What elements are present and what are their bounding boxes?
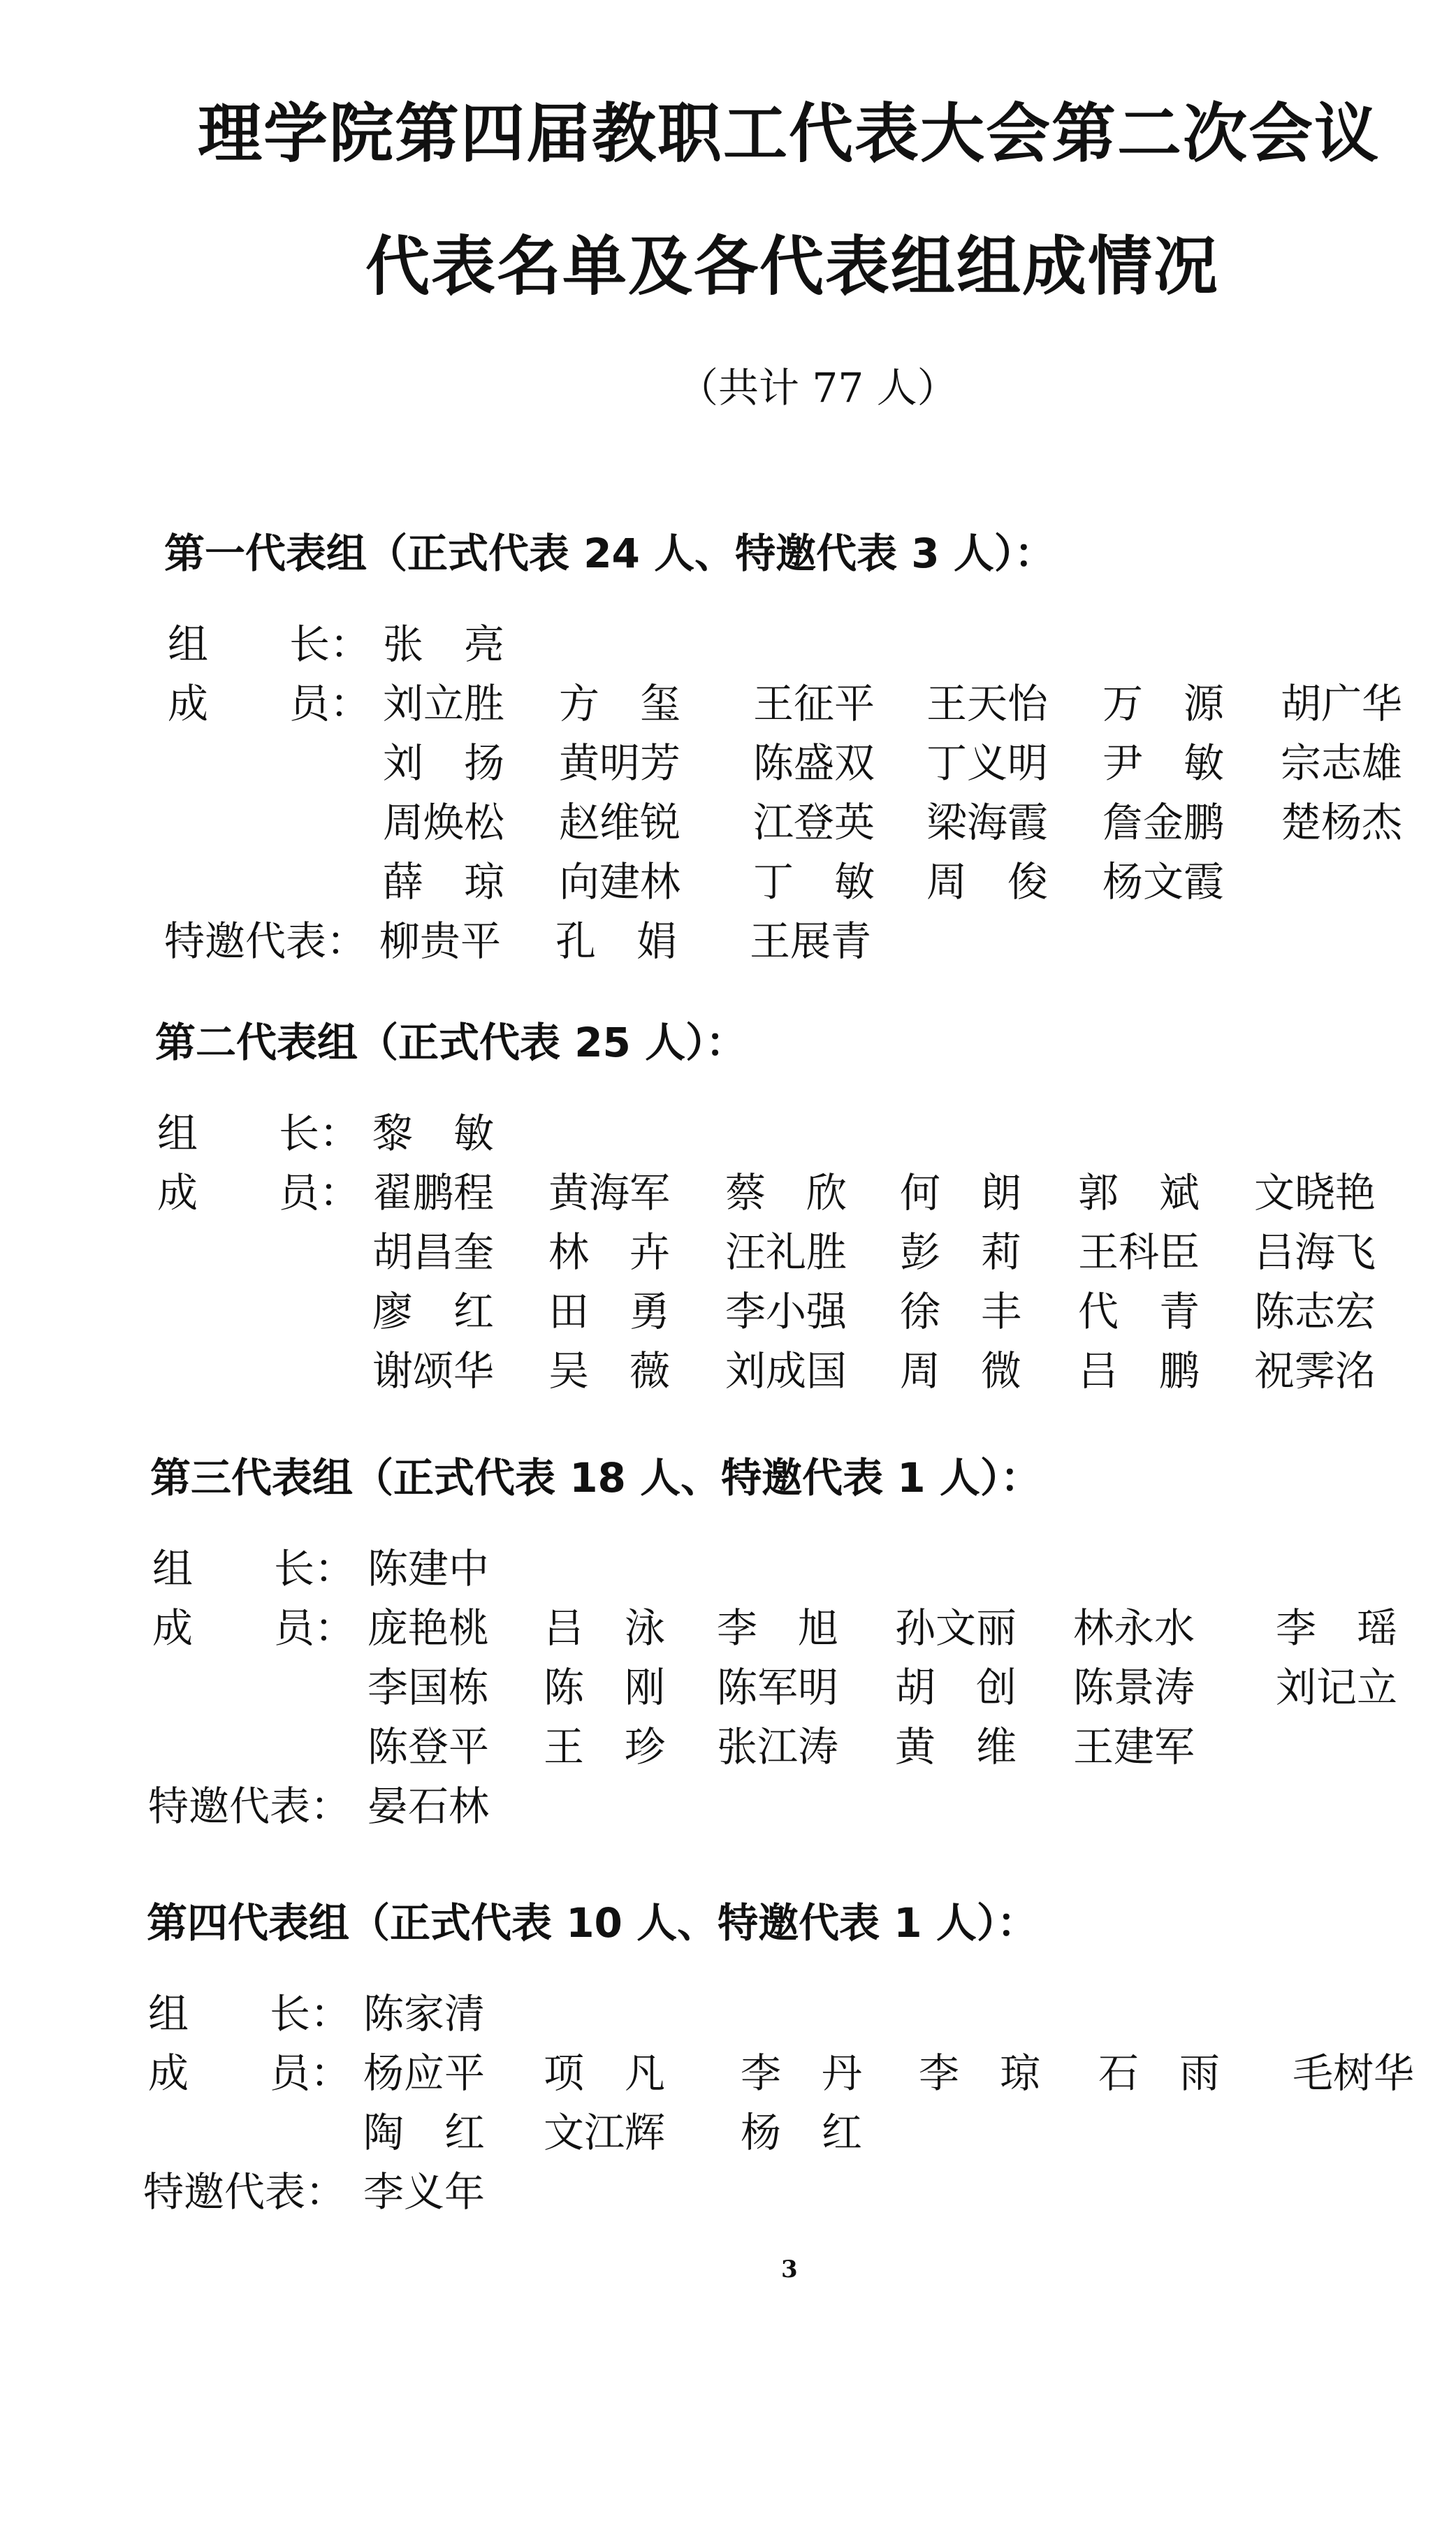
member-name: 刘成国 [725, 1347, 847, 1395]
group-heading: 第四代表组（正式代表 10 人、特邀代表 1 人）： [147, 1899, 1038, 1947]
leader-label: 组 长： [148, 1990, 351, 2038]
invited-name: 柳贵平 [379, 917, 502, 965]
member-name: 宗志雄 [1281, 739, 1403, 787]
leader-name: 黎 敏 [372, 1110, 495, 1157]
member-name: 赵维锐 [559, 799, 681, 846]
leader-label: 组 长： [157, 1110, 361, 1157]
page-number: 3 [781, 2256, 798, 2283]
member-name: 何 朗 [900, 1169, 1022, 1216]
member-name: 文晓艳 [1254, 1169, 1376, 1216]
member-name: 文江辉 [544, 2109, 666, 2156]
member-name: 刘立胜 [383, 680, 505, 727]
leader-name: 张 亮 [383, 620, 505, 668]
member-name: 刘 扬 [383, 739, 505, 787]
member-name: 谢颂华 [372, 1347, 495, 1395]
member-name: 李小强 [725, 1288, 847, 1335]
member-name: 詹金鹏 [1102, 799, 1225, 846]
member-name: 黄海军 [548, 1169, 671, 1216]
leader-name: 陈家清 [363, 1990, 486, 2038]
member-name: 李国栋 [367, 1664, 490, 1711]
member-name: 郭 斌 [1078, 1169, 1200, 1216]
member-name: 林永水 [1073, 1604, 1195, 1652]
member-name: 杨 红 [741, 2109, 863, 2156]
member-name: 王 珍 [544, 1723, 666, 1771]
member-name: 李 丹 [741, 2049, 863, 2097]
member-name: 田 勇 [548, 1288, 671, 1335]
member-name: 陈志宏 [1254, 1288, 1376, 1335]
group-heading: 第一代表组（正式代表 24 人、特邀代表 3 人）： [164, 530, 1055, 577]
member-name: 楚杨杰 [1281, 799, 1403, 846]
member-name: 尹 敏 [1102, 739, 1225, 787]
group-heading: 第二代表组（正式代表 25 人）： [155, 1019, 747, 1066]
member-name: 胡昌奎 [372, 1228, 495, 1276]
member-name: 黄 维 [895, 1723, 1017, 1771]
member-name: 张江涛 [717, 1723, 839, 1771]
member-name: 王建军 [1073, 1723, 1195, 1771]
leader-label: 组 长： [168, 620, 371, 668]
member-name: 刘记立 [1276, 1664, 1398, 1711]
member-name: 万 源 [1102, 680, 1225, 727]
total-count: （共计 77 人） [678, 364, 958, 412]
members-label: 成 员： [148, 2049, 351, 2097]
invited-label: 特邀代表： [143, 2168, 347, 2216]
member-name: 翟鹏程 [372, 1169, 495, 1216]
member-name: 项 凡 [544, 2049, 666, 2097]
leader-label: 组 长： [152, 1545, 356, 1592]
member-name: 向建林 [559, 858, 681, 906]
leader-name: 陈建中 [367, 1545, 490, 1592]
document-title-line2: 代表名单及各代表组组成情况 [365, 229, 1220, 304]
member-name: 孙文丽 [895, 1604, 1017, 1652]
member-name: 王科臣 [1078, 1228, 1200, 1276]
member-name: 周 微 [900, 1347, 1022, 1395]
member-name: 祝霁洺 [1254, 1347, 1376, 1395]
member-name: 王天怡 [926, 680, 1049, 727]
member-name: 丁 敏 [753, 858, 875, 906]
invited-name: 晏石林 [367, 1782, 490, 1830]
member-name: 汪礼胜 [725, 1228, 847, 1276]
member-name: 陈登平 [367, 1723, 490, 1771]
member-name: 杨应平 [363, 2049, 486, 2097]
member-name: 廖 红 [372, 1288, 495, 1335]
member-name: 黄明芳 [559, 739, 681, 787]
member-name: 周 俊 [926, 858, 1049, 906]
invited-name: 孔 娟 [555, 917, 678, 965]
member-name: 李 旭 [717, 1604, 839, 1652]
member-name: 江登英 [753, 799, 875, 846]
member-name: 毛树华 [1293, 2049, 1415, 2097]
member-name: 丁义明 [926, 739, 1049, 787]
member-name: 吕 泳 [544, 1604, 666, 1652]
document-title-line1: 理学院第四届教职工代表大会第二次会议 [198, 96, 1381, 171]
invited-name: 王展青 [750, 917, 872, 965]
member-name: 李 瑶 [1276, 1604, 1398, 1652]
member-name: 彭 莉 [900, 1228, 1022, 1276]
member-name: 梁海霞 [926, 799, 1049, 846]
members-label: 成 员： [152, 1604, 356, 1652]
member-name: 李 琼 [919, 2049, 1041, 2097]
member-name: 吴 薇 [548, 1347, 671, 1395]
member-name: 方 玺 [559, 680, 681, 727]
invited-label: 特邀代表： [148, 1782, 351, 1830]
member-name: 庞艳桃 [367, 1604, 490, 1652]
member-name: 蔡 欣 [725, 1169, 847, 1216]
member-name: 林 卉 [548, 1228, 671, 1276]
member-name: 薛 琼 [383, 858, 505, 906]
member-name: 代 青 [1078, 1288, 1200, 1335]
member-name: 陈景涛 [1073, 1664, 1195, 1711]
member-name: 陈盛双 [753, 739, 875, 787]
group-heading: 第三代表组（正式代表 18 人、特邀代表 1 人）： [150, 1454, 1041, 1502]
members-label: 成 员： [168, 680, 371, 727]
member-name: 陈 刚 [544, 1664, 666, 1711]
member-name: 吕海飞 [1254, 1228, 1376, 1276]
member-name: 陈军明 [717, 1664, 839, 1711]
member-name: 胡广华 [1281, 680, 1403, 727]
member-name: 徐 丰 [900, 1288, 1022, 1335]
member-name: 杨文霞 [1102, 858, 1225, 906]
member-name: 周焕松 [383, 799, 505, 846]
member-name: 陶 红 [363, 2109, 486, 2156]
member-name: 王征平 [753, 680, 875, 727]
invited-label: 特邀代表： [164, 917, 367, 965]
invited-name: 李义年 [363, 2168, 486, 2216]
members-label: 成 员： [157, 1169, 361, 1216]
member-name: 胡 创 [895, 1664, 1017, 1711]
member-name: 吕 鹏 [1078, 1347, 1200, 1395]
member-name: 石 雨 [1098, 2049, 1221, 2097]
